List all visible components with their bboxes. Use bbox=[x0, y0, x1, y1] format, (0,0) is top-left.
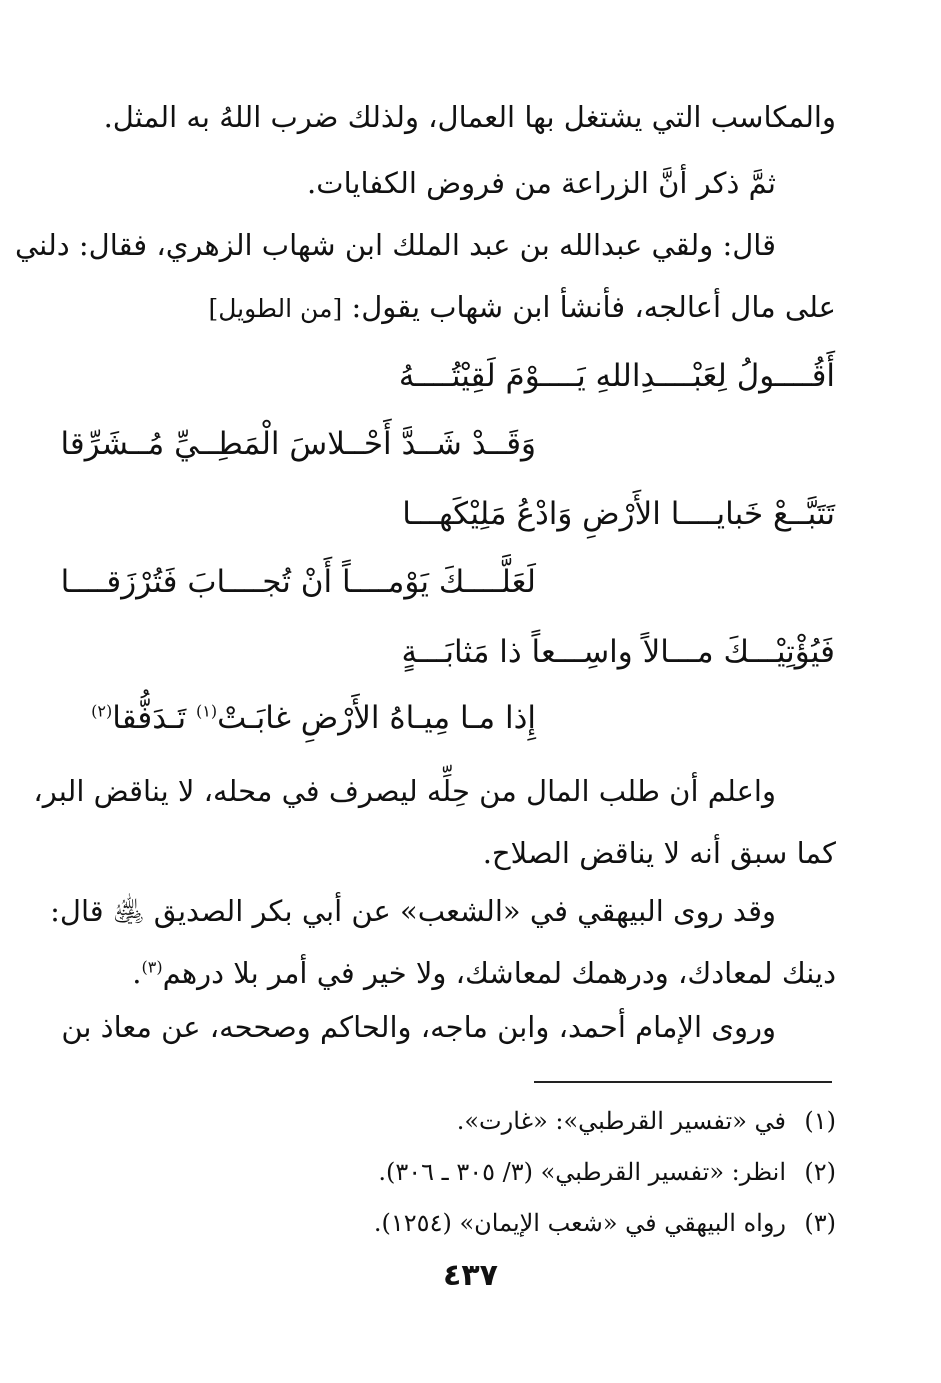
paragraph-4 bbox=[33, 760, 836, 884]
verse-hemistich: لَعَلَّــــكَ يَوْمــــاً أَنْ تُجــــابَ فَتُرْزَقــــا bbox=[60, 564, 536, 600]
verse-hemistich-with-notes bbox=[91, 688, 536, 748]
paragraph-2 bbox=[120, 152, 836, 214]
footnotes bbox=[120, 1096, 836, 1249]
verse-text: إِذا مـا مِيـاهُ الأَرْضِ غابَـتْ bbox=[217, 700, 536, 736]
paragraph-line: دينك لمعادك، ودرهمك لمعاشك، ولا خير في أمر بلا درهم bbox=[162, 956, 836, 990]
paragraph-3 bbox=[15, 214, 836, 338]
paragraph-line: وقد روى البيهقي في «الشعب» عن أبي بكر الصديق ﵁ قال: bbox=[50, 894, 776, 928]
paragraph-line: على مال أعالجه، فأنشأ ابن شهاب يقول: bbox=[351, 290, 836, 324]
footnote-marker: (٣) bbox=[141, 957, 163, 977]
paragraph-5 bbox=[50, 880, 836, 1004]
verse-hemistich: وَقَــدْ شَــدَّ أَحْــلاسَ الْمَطِــيِّ مُــشَرِّقا bbox=[60, 426, 536, 462]
footnote bbox=[120, 1198, 836, 1249]
paragraph-line-with-note bbox=[120, 942, 836, 1004]
verse-hemistich: فَيُؤْتِيْـــكَ مـــالاً واسِـــعاً ذا مَثابَـــةٍ bbox=[401, 634, 835, 670]
paragraph-1 bbox=[103, 86, 836, 148]
footnote-number: (٣) bbox=[804, 1209, 836, 1237]
paragraph-6 bbox=[61, 996, 836, 1058]
footnote-marker: (٢) bbox=[91, 701, 113, 721]
footnote bbox=[120, 1147, 836, 1198]
footnote bbox=[120, 1096, 836, 1147]
verse-text: تَـدَفُّقا bbox=[112, 700, 197, 736]
footnote-number: (١) bbox=[804, 1107, 836, 1135]
sentence-end: . bbox=[132, 956, 142, 990]
footnote-text: انظر: «تفسير القرطبي» (٣/ ٣٠٥ ـ ٣٠٦). bbox=[378, 1158, 786, 1186]
footnote-text: في «تفسير القرطبي»: «غارت». bbox=[456, 1107, 786, 1135]
paragraph-line: واعلم أن طلب المال من حِلِّه ليصرف في محله، لا يناقض البر، bbox=[33, 774, 776, 808]
footnote-number: (٢) bbox=[804, 1158, 836, 1186]
verse-hemistich: تَتَبَّــعْ خَبايــــا الأَرْضِ وَادْعُ مَلِيْكَهـــا bbox=[402, 496, 835, 532]
paragraph-line: والمكاسب التي يشتغل بها العمال، ولذلك ضرب اللهُ به المثل. bbox=[103, 100, 836, 134]
paragraph-line: وروى الإمام أحمد، وابن ماجه، والحاكم وصححه، عن معاذ بن bbox=[61, 1010, 776, 1044]
footnote-separator bbox=[534, 1081, 832, 1083]
meter-label: [من الطويل] bbox=[208, 294, 343, 323]
verse-hemistich: أَقُــــولُ لِعَبْــــدِاللهِ يَــــوْمَ لَقِيْتُــــهُ bbox=[398, 358, 835, 394]
paragraph-line-with-meter bbox=[120, 276, 836, 338]
paragraph-line: كما سبق أنه لا يناقض الصلاح. bbox=[482, 836, 836, 870]
footnote-text: رواه البيهقي في «شعب الإيمان» (١٢٥٤). bbox=[373, 1209, 786, 1237]
paragraph-line: قال: ولقي عبدالله بن عبد الملك ابن شهاب الزهري، فقال: دلني bbox=[15, 228, 776, 262]
page-number: ٤٣٧ bbox=[443, 1258, 498, 1293]
paragraph-line: ثمَّ ذكر أنَّ الزراعة من فروض الكفايات. bbox=[307, 166, 776, 200]
footnote-marker: (١) bbox=[196, 701, 218, 721]
